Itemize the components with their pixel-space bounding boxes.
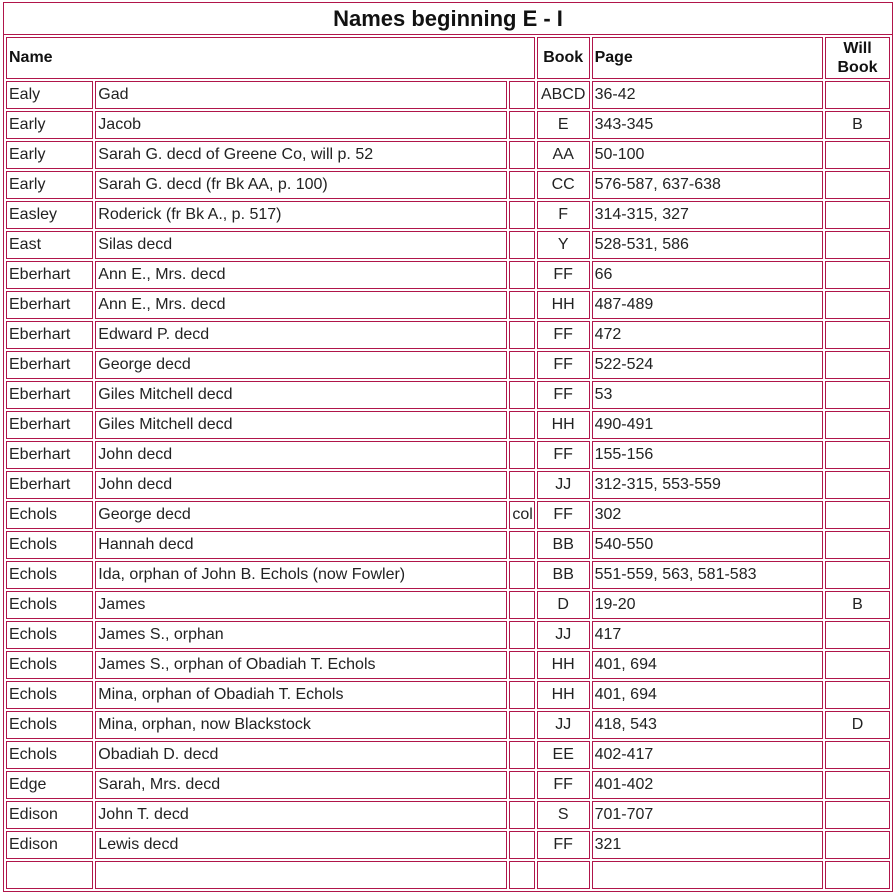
table-row bbox=[6, 141, 890, 169]
header-name: Name bbox=[6, 37, 535, 79]
page-cell: 66 bbox=[592, 261, 823, 289]
note-cell bbox=[509, 711, 534, 739]
page-cell: 53 bbox=[592, 381, 823, 409]
page-cell: 576-587, 637-638 bbox=[592, 171, 823, 199]
will-book-cell bbox=[825, 291, 890, 319]
will-book-cell bbox=[825, 441, 890, 469]
page-cell: 701-707 bbox=[592, 801, 823, 829]
page-cell: 401-402 bbox=[592, 771, 823, 799]
surname-cell: Eberhart bbox=[6, 321, 93, 349]
book-cell: JJ bbox=[537, 471, 590, 499]
page-cell: 417 bbox=[592, 621, 823, 649]
table-row bbox=[6, 81, 890, 109]
surname-cell: Ealy bbox=[6, 81, 93, 109]
surname-cell: Edison bbox=[6, 831, 93, 859]
given-name-cell: John decd bbox=[95, 471, 507, 499]
table-row bbox=[6, 291, 890, 319]
book-cell: FF bbox=[537, 261, 590, 289]
will-book-cell bbox=[825, 321, 890, 349]
surname-cell: Easley bbox=[6, 201, 93, 229]
will-book-cell: B bbox=[825, 591, 890, 619]
will-book-cell bbox=[825, 531, 890, 559]
records-body bbox=[6, 81, 890, 889]
note-cell bbox=[509, 291, 534, 319]
note-cell bbox=[509, 441, 534, 469]
will-book-cell bbox=[825, 861, 890, 889]
book-cell: BB bbox=[537, 531, 590, 559]
table-row bbox=[6, 861, 890, 889]
note-cell bbox=[509, 681, 534, 709]
book-cell: FF bbox=[537, 831, 590, 859]
table-row bbox=[6, 171, 890, 199]
will-book-cell bbox=[825, 201, 890, 229]
given-name-cell: Giles Mitchell decd bbox=[95, 411, 507, 439]
note-cell bbox=[509, 861, 534, 889]
header-will-book bbox=[825, 37, 890, 79]
note-cell bbox=[509, 741, 534, 769]
table-row bbox=[6, 591, 890, 619]
page-cell: 490-491 bbox=[592, 411, 823, 439]
table-row bbox=[6, 711, 890, 739]
note-cell bbox=[509, 771, 534, 799]
table-row bbox=[6, 231, 890, 259]
will-book-cell bbox=[825, 561, 890, 589]
book-cell bbox=[537, 861, 590, 889]
will-book-cell bbox=[825, 381, 890, 409]
table-row bbox=[6, 651, 890, 679]
page-title: Names beginning E - I bbox=[3, 2, 893, 34]
surname-cell: Edison bbox=[6, 801, 93, 829]
note-cell bbox=[509, 201, 534, 229]
page-cell: 472 bbox=[592, 321, 823, 349]
given-name-cell: Sarah, Mrs. decd bbox=[95, 771, 507, 799]
header-will-line2: Book bbox=[837, 59, 878, 76]
given-name-cell: Mina, orphan of Obadiah T. Echols bbox=[95, 681, 507, 709]
book-cell: JJ bbox=[537, 621, 590, 649]
page-cell: 540-550 bbox=[592, 531, 823, 559]
surname-cell: Eberhart bbox=[6, 351, 93, 379]
page-cell: 312-315, 553-559 bbox=[592, 471, 823, 499]
given-name-cell: James S., orphan bbox=[95, 621, 507, 649]
note-cell bbox=[509, 561, 534, 589]
page-cell: 314-315, 327 bbox=[592, 201, 823, 229]
header-book: Book bbox=[537, 37, 590, 79]
will-book-cell bbox=[825, 141, 890, 169]
page-cell: 401, 694 bbox=[592, 681, 823, 709]
note-cell bbox=[509, 81, 534, 109]
surname-cell: Early bbox=[6, 141, 93, 169]
book-cell: S bbox=[537, 801, 590, 829]
page-cell: 19-20 bbox=[592, 591, 823, 619]
given-name-cell: John decd bbox=[95, 441, 507, 469]
book-cell: HH bbox=[537, 411, 590, 439]
surname-cell: Echols bbox=[6, 681, 93, 709]
note-cell bbox=[509, 801, 534, 829]
given-name-cell: George decd bbox=[95, 501, 507, 529]
given-name-cell: James bbox=[95, 591, 507, 619]
given-name-cell: Lewis decd bbox=[95, 831, 507, 859]
note-cell bbox=[509, 531, 534, 559]
page-cell: 155-156 bbox=[592, 441, 823, 469]
surname-cell: Eberhart bbox=[6, 441, 93, 469]
surname-cell: Eberhart bbox=[6, 261, 93, 289]
given-name-cell: Gad bbox=[95, 81, 507, 109]
book-cell: HH bbox=[537, 291, 590, 319]
will-book-cell bbox=[825, 411, 890, 439]
given-name-cell: Mina, orphan, now Blackstock bbox=[95, 711, 507, 739]
table-row bbox=[6, 501, 890, 529]
table-row bbox=[6, 771, 890, 799]
surname-cell: Echols bbox=[6, 501, 93, 529]
given-name-cell: George decd bbox=[95, 351, 507, 379]
book-cell: AA bbox=[537, 141, 590, 169]
will-book-cell bbox=[825, 651, 890, 679]
surname-cell: East bbox=[6, 231, 93, 259]
table-row bbox=[6, 681, 890, 709]
given-name-cell: Roderick (fr Bk A., p. 517) bbox=[95, 201, 507, 229]
note-cell bbox=[509, 381, 534, 409]
note-cell bbox=[509, 321, 534, 349]
book-cell: ABCD bbox=[537, 81, 590, 109]
note-cell bbox=[509, 171, 534, 199]
surname-cell: Eberhart bbox=[6, 381, 93, 409]
page-cell: 551-559, 563, 581-583 bbox=[592, 561, 823, 589]
given-name-cell: Obadiah D. decd bbox=[95, 741, 507, 769]
will-book-cell bbox=[825, 231, 890, 259]
book-cell: JJ bbox=[537, 711, 590, 739]
surname-cell: Echols bbox=[6, 591, 93, 619]
table-row bbox=[6, 621, 890, 649]
book-cell: FF bbox=[537, 501, 590, 529]
given-name-cell: John T. decd bbox=[95, 801, 507, 829]
note-cell bbox=[509, 621, 534, 649]
surname-cell: Early bbox=[6, 111, 93, 139]
page-cell bbox=[592, 861, 823, 889]
will-book-cell bbox=[825, 801, 890, 829]
given-name-cell: Jacob bbox=[95, 111, 507, 139]
will-book-cell bbox=[825, 171, 890, 199]
header-row bbox=[6, 37, 890, 79]
table-row bbox=[6, 411, 890, 439]
surname-cell: Echols bbox=[6, 741, 93, 769]
given-name-cell: Giles Mitchell decd bbox=[95, 381, 507, 409]
page-cell: 402-417 bbox=[592, 741, 823, 769]
book-cell: D bbox=[537, 591, 590, 619]
note-cell bbox=[509, 591, 534, 619]
surname-cell: Echols bbox=[6, 651, 93, 679]
note-cell bbox=[509, 471, 534, 499]
book-cell: BB bbox=[537, 561, 590, 589]
surname-cell: Echols bbox=[6, 561, 93, 589]
will-book-cell bbox=[825, 81, 890, 109]
table-row bbox=[6, 531, 890, 559]
page-cell: 522-524 bbox=[592, 351, 823, 379]
page-cell: 50-100 bbox=[592, 141, 823, 169]
will-book-cell bbox=[825, 501, 890, 529]
given-name-cell: Hannah decd bbox=[95, 531, 507, 559]
note-cell bbox=[509, 111, 534, 139]
table-row bbox=[6, 261, 890, 289]
page-cell: 487-489 bbox=[592, 291, 823, 319]
table-row bbox=[6, 111, 890, 139]
book-cell: FF bbox=[537, 441, 590, 469]
table-row bbox=[6, 561, 890, 589]
will-book-cell: B bbox=[825, 111, 890, 139]
page-cell: 36-42 bbox=[592, 81, 823, 109]
surname-cell: Echols bbox=[6, 711, 93, 739]
book-cell: HH bbox=[537, 651, 590, 679]
table-row bbox=[6, 831, 890, 859]
will-book-cell bbox=[825, 621, 890, 649]
note-cell bbox=[509, 651, 534, 679]
will-book-cell bbox=[825, 771, 890, 799]
page-cell: 401, 694 bbox=[592, 651, 823, 679]
header-page: Page bbox=[592, 37, 823, 79]
surname-cell: Echols bbox=[6, 621, 93, 649]
given-name-cell: Ann E., Mrs. decd bbox=[95, 291, 507, 319]
note-cell: col bbox=[509, 501, 534, 529]
book-cell: F bbox=[537, 201, 590, 229]
note-cell bbox=[509, 261, 534, 289]
table-row bbox=[6, 801, 890, 829]
will-book-cell bbox=[825, 471, 890, 499]
table-row bbox=[6, 471, 890, 499]
given-name-cell: Sarah G. decd of Greene Co, will p. 52 bbox=[95, 141, 507, 169]
table-row bbox=[6, 441, 890, 469]
will-book-cell bbox=[825, 261, 890, 289]
book-cell: FF bbox=[537, 351, 590, 379]
surname-cell bbox=[6, 861, 93, 889]
table-row bbox=[6, 321, 890, 349]
surname-cell: Echols bbox=[6, 531, 93, 559]
surname-cell: Early bbox=[6, 171, 93, 199]
given-name-cell: Ida, orphan of John B. Echols (now Fowler) bbox=[95, 561, 507, 589]
book-cell: E bbox=[537, 111, 590, 139]
given-name-cell bbox=[95, 861, 507, 889]
book-cell: FF bbox=[537, 321, 590, 349]
records-table bbox=[3, 2, 893, 892]
table-row bbox=[6, 381, 890, 409]
surname-cell: Eberhart bbox=[6, 471, 93, 499]
book-cell: Y bbox=[537, 231, 590, 259]
will-book-cell bbox=[825, 831, 890, 859]
will-book-cell bbox=[825, 741, 890, 769]
will-book-cell bbox=[825, 681, 890, 709]
surname-cell: Eberhart bbox=[6, 291, 93, 319]
note-cell bbox=[509, 831, 534, 859]
surname-cell: Eberhart bbox=[6, 411, 93, 439]
note-cell bbox=[509, 141, 534, 169]
page-cell: 302 bbox=[592, 501, 823, 529]
header-will-line1: Will bbox=[843, 40, 872, 57]
note-cell bbox=[509, 231, 534, 259]
will-book-cell bbox=[825, 351, 890, 379]
book-cell: EE bbox=[537, 741, 590, 769]
note-cell bbox=[509, 411, 534, 439]
page-cell: 528-531, 586 bbox=[592, 231, 823, 259]
given-name-cell: Ann E., Mrs. decd bbox=[95, 261, 507, 289]
page-cell: 321 bbox=[592, 831, 823, 859]
given-name-cell: Edward P. decd bbox=[95, 321, 507, 349]
page-cell: 418, 543 bbox=[592, 711, 823, 739]
book-cell: HH bbox=[537, 681, 590, 709]
book-cell: CC bbox=[537, 171, 590, 199]
page-cell: 343-345 bbox=[592, 111, 823, 139]
given-name-cell: Sarah G. decd (fr Bk AA, p. 100) bbox=[95, 171, 507, 199]
book-cell: FF bbox=[537, 771, 590, 799]
table-row bbox=[6, 741, 890, 769]
given-name-cell: James S., orphan of Obadiah T. Echols bbox=[95, 651, 507, 679]
will-book-cell: D bbox=[825, 711, 890, 739]
surname-cell: Edge bbox=[6, 771, 93, 799]
note-cell bbox=[509, 351, 534, 379]
book-cell: FF bbox=[537, 381, 590, 409]
table-row bbox=[6, 351, 890, 379]
table-row bbox=[6, 201, 890, 229]
given-name-cell: Silas decd bbox=[95, 231, 507, 259]
